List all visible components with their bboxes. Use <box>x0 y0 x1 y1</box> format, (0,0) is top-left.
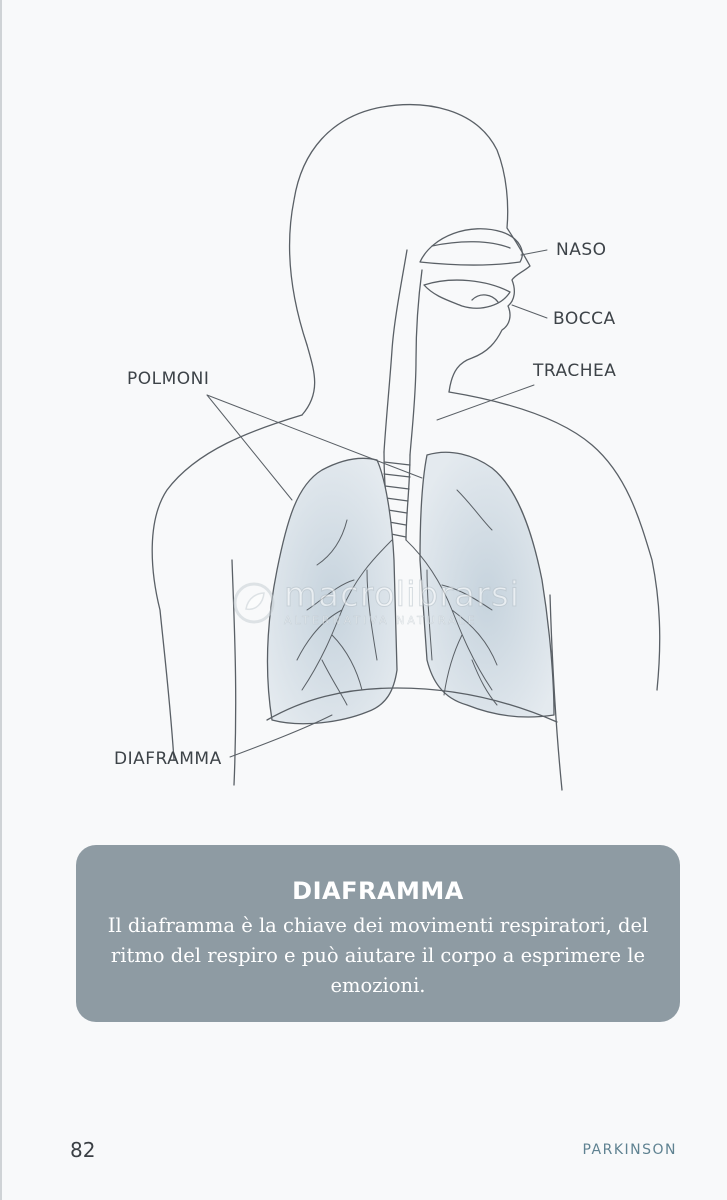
polmoni-leader-right <box>207 395 422 478</box>
neck-outline <box>302 345 315 415</box>
respiratory-system-illustration <box>2 0 727 840</box>
head-outline <box>290 105 530 392</box>
watermark <box>232 575 521 627</box>
watermark-brand: macrolibrarsi <box>284 575 521 615</box>
bocca-leader <box>512 305 547 318</box>
info-box-title: DIAFRAMMA <box>292 877 464 905</box>
diaframma-info-box <box>76 845 680 1022</box>
label-polmoni: POLMONI <box>127 369 210 389</box>
info-box-text: Il diaframma è la chiave dei movimenti respiratori, del ritmo del respiro e può aiutare il corpo a esprimere le emozioni. <box>107 914 649 997</box>
oral-cavity <box>424 280 510 308</box>
leaf-logo-icon <box>232 581 276 625</box>
page-number: 82 <box>70 1138 96 1162</box>
label-diaframma: DIAFRAMMA <box>114 749 222 769</box>
label-trachea: TRACHEA <box>533 361 617 381</box>
trachea-leader <box>437 385 534 420</box>
pharynx <box>384 250 407 452</box>
naso-leader <box>521 250 547 255</box>
label-naso: NASO <box>556 240 607 260</box>
running-head: PARKINSON <box>582 1142 677 1158</box>
watermark-tagline: ALTERNATIVA NATURALE <box>284 614 478 627</box>
label-bocca: BOCCA <box>553 309 616 329</box>
